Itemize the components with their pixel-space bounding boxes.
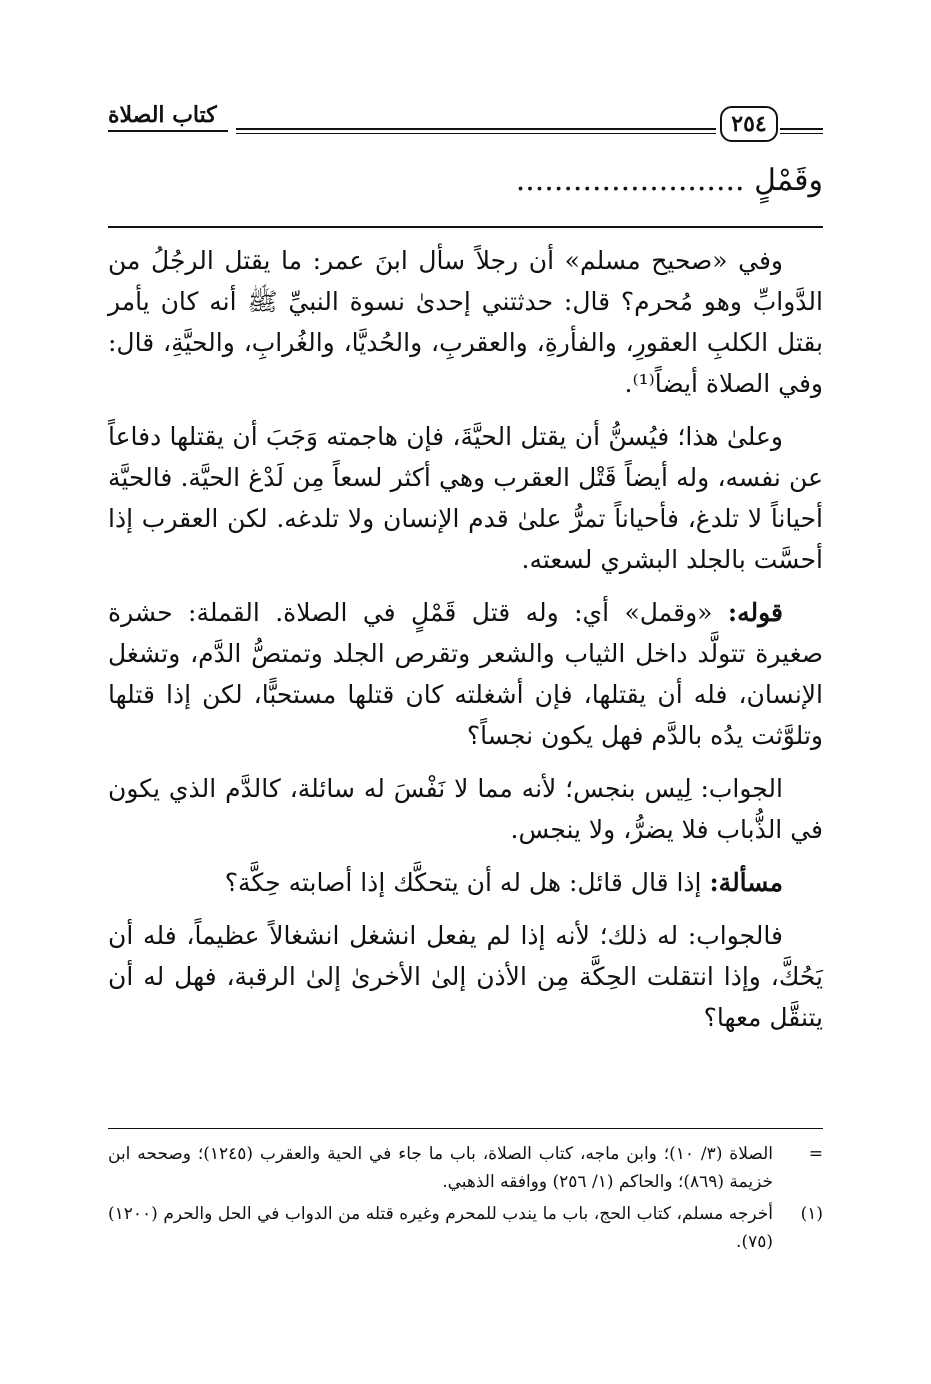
footnote-continuation — [108, 1140, 823, 1196]
header-rule-right — [780, 128, 823, 134]
footnote-text: أخرجه مسلم، كتاب الحج، باب ما يندب للمحرم وغيره قتله من الدواب في الحل والحرم (١٢٠٠) (٧٥). — [108, 1204, 774, 1252]
paragraph-3 — [108, 592, 823, 756]
header-rule-left — [236, 128, 716, 134]
paragraph-4: الجواب: لِيس بنجس؛ لأنه مما لا نَفْسَ له سائلة، كالدَّم الذي يكون في الذُّباب فلا يضرُّ، ولا ينجس. — [108, 774, 823, 844]
paragraph-6: فالجواب: له ذلك؛ لأنه إذا لم يفعل انشغل انشغالاً عظيماً، فله أن يَحُكَّ، وإذا انتقلت الحِكَّة مِن الأذن إلىٰ الأخرىٰ إلىٰ الرقبة، فهل له أن يتنقَّل معها؟ — [108, 921, 823, 1032]
matn-text: وقَمْلٍ ........................ — [515, 163, 823, 198]
footnote-divider — [108, 1128, 823, 1129]
masalah-label: مسألة: — [709, 868, 783, 897]
body-text — [108, 240, 823, 1050]
paragraph-5 — [108, 862, 823, 903]
matn-divider — [108, 226, 823, 228]
paragraph-2: وعلىٰ هذا؛ فيُسنُّ أن يقتل الحيَّةَ، فإن هاجمته وَجَبَ أن يقتلها دفاعاً عن نفسه، وله أيضاً قَتْل العقرب وهي أكثر لسعاً مِن لَدْغ الحيَّة. فالحيَّة أحياناً لا تلدغ، فأحياناً تمرُّ علىٰ قدم الإنسان ولا تلدغه. لكن العقرب إذا أحسَّت بالجلد البشري لسعته. — [108, 422, 823, 574]
paragraph-3-text: «وقمل» أي: وله قتل قَمْلٍ في الصلاة. القملة: حشرة صغيرة تتولَّد داخل الثياب والشعر وتقرص الجلد وتمتصُّ الدَّم، وتشغل الإنسان، فله أن يقتلها، فإن أشغلته كان قتلها مستحبًّا، لكن إذا قتلها وتلوَّثت يدُه بالدَّم فهل يكون نجساً؟ — [108, 598, 823, 750]
footnote-text: الصلاة (٣/ ١٠)؛ وابن ماجه، كتاب الصلاة، باب ما جاء في الحية والعقرب (١٢٤٥)؛ وصححه ابن خزيمة (٨٦٩)؛ والحاكم (١/ ٢٥٦) ووافقه الذهبي. — [108, 1144, 774, 1192]
title-underline — [108, 130, 228, 132]
paragraph-1: وفي «صحيح مسلم» أن رجلاً سأل ابنَ عمر: ما يقتل الرجُلُ من الدَّوابِّ وهو مُحرم؟ قال: حدثتني إحدىٰ نسوة النبيِّ ﷺ أنه كان يأمر بقتل الكلبِ العقورِ، والفأرةِ، والعقربِ، والحُديَّا، والغُرابِ، والحيَّةِ، قال: وفي الصلاة أيضاً⁽¹⁾. — [108, 246, 823, 398]
footnotes — [108, 1140, 823, 1260]
footnote-mark: (١) — [800, 1204, 823, 1224]
qawluhu-label: قوله: — [727, 598, 783, 627]
footnote-mark: = — [808, 1144, 823, 1164]
book-title: كتاب الصلاة — [108, 102, 217, 128]
running-header — [108, 100, 823, 150]
paragraph-5-text: إذا قال قائل: هل له أن يتحكَّك إذا أصابته حِكَّة؟ — [224, 868, 710, 897]
footnote-1 — [108, 1200, 823, 1256]
page-number: ٢٥٤ — [720, 106, 778, 142]
